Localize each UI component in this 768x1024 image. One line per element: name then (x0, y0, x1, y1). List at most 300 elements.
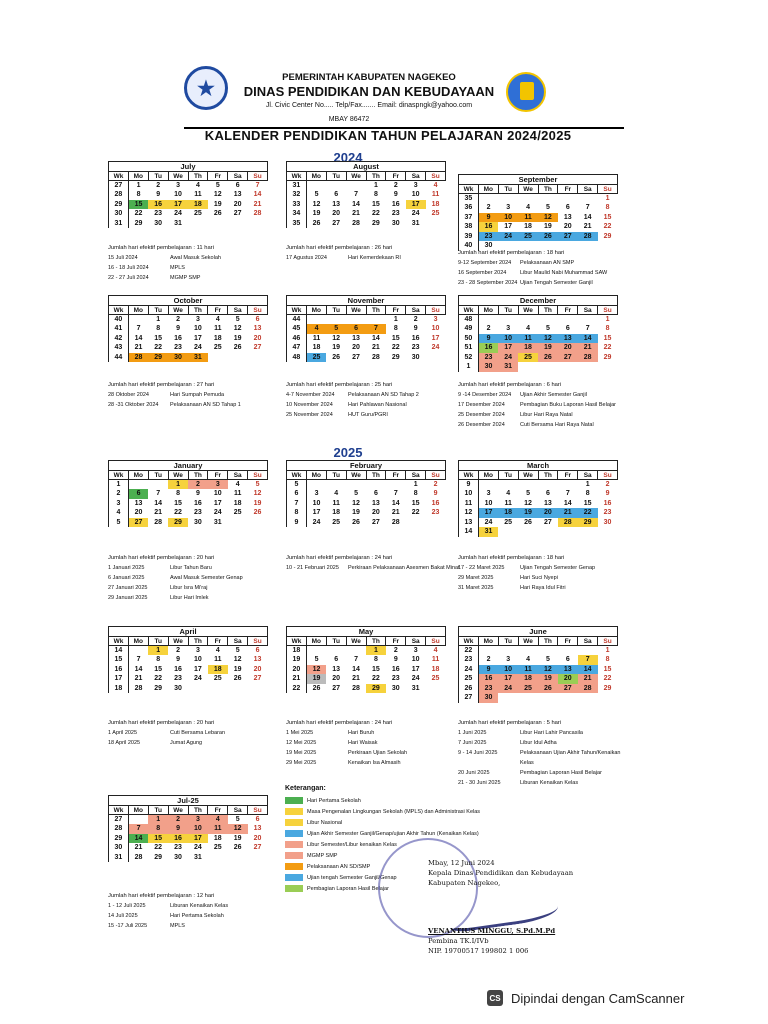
day-cell: 12 (253, 490, 262, 498)
weekday-header: Fr (208, 471, 228, 480)
event-row (458, 420, 633, 430)
week-number: 17 (109, 674, 129, 684)
day-cell: 1 (148, 646, 168, 656)
day-cell: 2 (605, 481, 610, 488)
day-cell: 14 (134, 334, 143, 342)
day-cell: 7 (565, 490, 570, 498)
weekday-header: We (346, 471, 366, 480)
weekday-header: Sa (406, 471, 426, 480)
day-cell: 17 (498, 674, 518, 684)
weekday-header: Wk (459, 637, 479, 646)
day-cell: 8 (393, 325, 398, 333)
week-number: 18 (287, 646, 307, 656)
day-cell: 19 (538, 674, 558, 684)
day-cell: 20 (332, 210, 341, 218)
day-cell (558, 315, 578, 325)
day-cell: 31 (213, 518, 222, 526)
weekday-header: Su (426, 172, 446, 181)
day-cell: 19 (306, 674, 326, 684)
weekday-header: Mo (128, 471, 148, 480)
day-cell: 15 (372, 200, 380, 208)
day-cell: 27 (372, 518, 380, 526)
day-cell: 8 (605, 656, 610, 664)
event-date: 1 Mei 2025 (286, 730, 314, 736)
day-cell: 21 (134, 844, 143, 852)
effective-days: Jumlah hari efektif pembelajaran : 26 hari (286, 245, 393, 251)
day-cell: 11 (214, 656, 222, 664)
day-cell: 18 (431, 200, 440, 208)
event-row (458, 738, 633, 748)
event-date: 22 - 27 Juli 2024 (108, 275, 149, 281)
week-number: 21 (287, 674, 307, 684)
day-cell: 24 (312, 518, 321, 526)
day-cell: 8 (373, 656, 378, 664)
day-cell: 19 (312, 210, 321, 218)
day-cell: 9 (605, 490, 610, 498)
day-cell: 15 (372, 665, 380, 673)
day-cell: 23 (194, 509, 202, 517)
weekday-header: Fr (386, 637, 406, 646)
day-cell: 15 (603, 665, 612, 673)
day-cell: 7 (136, 656, 141, 664)
header-city: MBAY 86472 (328, 116, 370, 123)
day-cell: 27 (253, 344, 262, 352)
legend-item (285, 806, 525, 817)
day-cell: 15 (583, 499, 592, 507)
day-cell: 26 (233, 844, 242, 852)
day-cell (578, 194, 598, 204)
day-cell: 5 (215, 182, 220, 189)
day-cell: 2 (176, 647, 181, 654)
event-row (286, 390, 461, 400)
day-cell: 10 (498, 665, 518, 675)
day-cell: 14 (134, 665, 143, 673)
weekday-header: Wk (109, 806, 129, 815)
day-cell: 20 (538, 508, 558, 518)
event-label: Hari Pertama Sekolah (170, 913, 224, 919)
day-cell: 1 (393, 316, 398, 323)
week-number: 13 (459, 518, 479, 528)
weekday-header: Th (538, 471, 558, 480)
day-cell: 10 (498, 213, 518, 223)
day-cell (208, 353, 228, 363)
month-notes (286, 718, 461, 768)
day-cell: 1 (605, 316, 610, 323)
day-cell: 24 (194, 344, 202, 352)
day-cell: 30 (478, 362, 498, 372)
week-number: 2 (109, 489, 129, 499)
day-cell: 29 (168, 518, 188, 528)
day-cell: 2 (486, 204, 491, 212)
month-name: May (286, 626, 446, 636)
weekday-header: Tu (498, 185, 518, 194)
day-cell: 14 (253, 191, 262, 199)
weekday-header: Su (598, 637, 618, 646)
day-cell: 9 (176, 325, 181, 333)
day-cell: 22 (174, 509, 182, 517)
day-cell (248, 853, 268, 863)
day-cell: 3 (208, 480, 228, 490)
day-cell: 30 (174, 684, 182, 692)
day-cell: 11 (504, 499, 512, 507)
day-cell: 28 (578, 353, 598, 363)
day-cell: 30 (194, 518, 202, 526)
event-date: 25 Desember 2024 (458, 412, 505, 418)
event-row (458, 258, 633, 268)
week-number: 5 (109, 518, 129, 528)
day-cell: 14 (578, 334, 598, 344)
day-cell: 27 (544, 518, 552, 526)
camscanner-watermark (487, 987, 684, 1009)
effective-days: Jumlah hari efektif pembelajaran : 18 hari (458, 250, 565, 256)
day-cell: 10 (411, 656, 420, 664)
day-cell: 28 (372, 353, 380, 361)
event-date: 17 Agustus 2024 (286, 255, 327, 261)
day-cell: 11 (194, 191, 202, 199)
day-cell: 10 (411, 191, 420, 199)
day-cell: 13 (372, 499, 380, 507)
day-cell: 11 (518, 213, 538, 223)
day-cell: 16 (174, 334, 182, 342)
day-cell: 31 (478, 527, 498, 537)
day-cell: 16 (168, 834, 188, 844)
weekday-header: Sa (228, 471, 248, 480)
day-cell: 21 (558, 508, 578, 518)
week-number: 7 (287, 499, 307, 509)
day-cell: 25 (431, 210, 440, 218)
weekday-header: Tu (326, 306, 346, 315)
day-cell: 21 (578, 674, 598, 684)
day-cell: 16 (431, 499, 440, 507)
weekday-header: We (518, 185, 538, 194)
weekday-header: Mo (306, 306, 326, 315)
event-label: Libur Tahun Baru (170, 565, 212, 571)
day-cell: 28 (154, 518, 163, 526)
day-cell: 21 (578, 343, 598, 353)
event-date: 1 Juni 2025 (458, 730, 487, 736)
day-cell (558, 362, 578, 372)
day-cell: 2 (188, 480, 208, 490)
month-notes (286, 243, 461, 263)
event-date: 16 - 18 Juli 2024 (108, 265, 149, 271)
weekday-header: Mo (128, 637, 148, 646)
day-cell: 20 (332, 675, 341, 683)
weekday-header: Wk (287, 172, 307, 181)
week-number: 34 (287, 209, 307, 219)
day-cell (538, 527, 558, 537)
legend-swatch (285, 885, 303, 892)
day-cell: 8 (156, 325, 161, 333)
legend-label: MGMP SMP (307, 852, 338, 859)
event-label: Perkiraan Pelaksanaan Asesmen Bakat Minat (348, 565, 460, 571)
day-cell (346, 315, 366, 325)
day-cell: 28 (578, 232, 598, 242)
weekday-header: We (168, 806, 188, 815)
legend-swatch (285, 863, 303, 870)
week-number: 49 (459, 324, 479, 334)
month-notes (458, 248, 633, 288)
day-cell: 16 (478, 674, 498, 684)
weekday-header: Su (426, 306, 446, 315)
event-date: 28 -31 Oktober 2024 (108, 402, 159, 408)
event-row (458, 390, 633, 400)
effective-days: Jumlah hari efektif pembelajaran : 27 hari (108, 382, 215, 388)
event-label: Ujian Tengah Semester Ganjil (520, 280, 593, 286)
day-cell: 15 (154, 334, 163, 342)
month-notes (108, 243, 283, 283)
day-cell: 21 (253, 200, 262, 208)
day-cell: 19 (538, 343, 558, 353)
event-label: Libur Isra Mi'raj (170, 585, 208, 591)
event-date: 7 Juni 2025 (458, 740, 487, 746)
week-number: 29 (109, 200, 129, 210)
day-cell: 11 (214, 325, 222, 333)
event-date: 15 -17 Juli 2025 (108, 923, 148, 929)
month-name: April (108, 626, 268, 636)
event-date: 29 Mei 2025 (286, 760, 317, 766)
day-cell: 12 (233, 656, 242, 664)
day-cell: 8 (373, 191, 378, 199)
day-cell: 27 (558, 232, 578, 242)
day-cell: 23 (174, 675, 182, 683)
day-cell: 22 (603, 344, 612, 352)
day-cell: 5 (545, 656, 550, 664)
weekday-header: Th (538, 637, 558, 646)
effective-days: Jumlah hari efektif pembelajaran : 24 hari (286, 720, 393, 726)
day-cell: 24 (411, 210, 420, 218)
day-cell: 21 (391, 509, 400, 517)
event-date: 31 Maret 2025 (458, 585, 494, 591)
month-name: June (458, 626, 618, 636)
event-label: Pembagian Laporan Hasil Belajar (520, 770, 602, 776)
day-cell: 30 (174, 853, 182, 861)
day-cell: 17 (213, 499, 222, 507)
day-cell: 5 (235, 816, 240, 823)
weekday-header: Tu (498, 306, 518, 315)
day-cell: 26 (538, 353, 558, 363)
day-cell: 16 (174, 665, 182, 673)
weekday-header: Th (538, 185, 558, 194)
day-cell: 12 (213, 191, 222, 199)
day-cell: 5 (255, 481, 260, 488)
weekday-header: Fr (558, 471, 578, 480)
day-cell: 11 (431, 191, 440, 199)
day-cell: 6 (565, 325, 570, 333)
day-cell: 13 (563, 213, 572, 221)
day-cell: 6 (334, 191, 339, 199)
weekday-header: Tu (148, 172, 168, 181)
month-table (286, 305, 446, 362)
month-table (458, 636, 618, 703)
day-cell: 5 (314, 191, 319, 199)
event-date: 27 Januari 2025 (108, 585, 148, 591)
day-cell: 4 (306, 324, 326, 334)
day-cell (366, 315, 386, 325)
month-notes (458, 553, 633, 593)
day-cell: 4 (526, 325, 531, 333)
weekday-header: Su (598, 185, 618, 194)
week-number: 52 (459, 353, 479, 363)
day-cell (228, 684, 248, 694)
day-cell: 7 (393, 490, 398, 498)
day-cell: 10 (213, 490, 222, 498)
day-cell: 11 (518, 665, 538, 675)
day-cell: 13 (544, 499, 552, 507)
day-cell (208, 219, 228, 229)
day-cell: 1 (136, 182, 141, 189)
month-calendar (108, 795, 268, 862)
week-number: 27 (109, 181, 129, 191)
weekday-header: Sa (228, 637, 248, 646)
day-cell (346, 480, 366, 490)
day-cell (346, 181, 366, 191)
month-table (286, 636, 446, 693)
day-cell: 31 (498, 362, 518, 372)
day-cell (208, 853, 228, 863)
day-cell: 12 (538, 213, 558, 223)
day-cell: 11 (312, 334, 321, 342)
day-cell: 24 (498, 232, 518, 242)
day-cell: 10 (188, 824, 208, 834)
day-cell: 12 (228, 824, 248, 834)
day-cell: 16 (194, 499, 202, 507)
weekday-header: Th (366, 306, 386, 315)
day-cell: 6 (255, 647, 260, 654)
day-cell: 14 (583, 213, 592, 221)
day-cell: 5 (235, 647, 240, 654)
week-number: 45 (287, 324, 307, 334)
week-number: 33 (287, 200, 307, 210)
day-cell: 21 (352, 210, 360, 218)
day-cell (498, 194, 518, 204)
day-cell: 29 (391, 353, 400, 361)
week-number: 12 (459, 508, 479, 518)
day-cell: 18 (332, 509, 341, 517)
day-cell: 8 (605, 204, 610, 212)
day-cell (128, 815, 148, 825)
day-cell (518, 527, 538, 537)
day-cell: 27 (332, 684, 341, 692)
day-cell (518, 646, 538, 656)
day-cell: 28 (352, 684, 360, 692)
effective-days: Jumlah hari efektif pembelajaran : 20 hari (108, 555, 215, 561)
week-number: 42 (109, 334, 129, 344)
day-cell: 20 (352, 344, 360, 352)
month-calendar (108, 161, 268, 228)
day-cell: 12 (332, 334, 341, 342)
month-notes (286, 380, 461, 420)
day-cell: 20 (558, 343, 578, 353)
event-label: Cuti Bersama Lebaran (170, 730, 226, 736)
event-label: Jumat Agung (170, 740, 203, 746)
day-cell: 26 (538, 684, 558, 694)
day-cell: 16 (478, 222, 498, 232)
month-name: October (108, 295, 268, 305)
day-cell: 6 (128, 489, 148, 499)
day-cell: 12 (233, 325, 242, 333)
week-number: 3 (109, 499, 129, 509)
day-cell: 3 (433, 316, 438, 323)
day-cell: 16 (478, 343, 498, 353)
day-cell: 13 (233, 191, 242, 199)
weekday-header: Wk (109, 637, 129, 646)
day-cell: 6 (334, 656, 339, 664)
event-label: Cuti Bersama Hari Raya Natal (520, 422, 594, 428)
day-cell: 26 (213, 210, 222, 218)
day-cell: 8 (176, 490, 181, 498)
day-cell: 30 (484, 242, 493, 250)
day-cell: 31 (411, 684, 420, 692)
day-cell: 8 (585, 490, 590, 498)
month-table (458, 305, 618, 372)
legend-swatch (285, 819, 303, 826)
day-cell: 30 (391, 684, 400, 692)
day-cell: 18 (188, 200, 208, 210)
event-date: 15 Juli 2024 (108, 255, 138, 261)
effective-days: Jumlah hari efektif pembelajaran : 18 hari (458, 555, 565, 561)
event-label: Pembagian Buku Laporan Hasil Belajar (520, 402, 617, 408)
day-cell: 24 (194, 675, 202, 683)
day-cell: 28 (134, 853, 143, 861)
signatory-rank: Pembina TK.I/IVb (428, 937, 489, 945)
weekday-header: We (168, 306, 188, 315)
week-number: 31 (109, 853, 129, 863)
event-date: 20 Juni 2025 (458, 770, 490, 776)
day-cell (578, 646, 598, 656)
weekday-header: Su (248, 471, 268, 480)
event-label: MPLS (170, 923, 185, 929)
day-cell: 13 (253, 825, 262, 833)
event-date: 1 April 2025 (108, 730, 138, 736)
header-line-2: DINAS PENDIDIKAN DAN KEBUDAYAAN (243, 84, 495, 99)
event-label: MPLS (170, 265, 185, 271)
week-number: 27 (459, 693, 479, 703)
day-cell: 26 (233, 344, 242, 352)
day-cell: 9 (195, 490, 200, 498)
day-cell: 4 (334, 490, 339, 498)
day-cell: 2 (156, 182, 161, 189)
day-cell: 13 (253, 325, 262, 333)
day-cell: 26 (312, 684, 321, 692)
month-calendar (108, 626, 268, 693)
week-number: 22 (287, 684, 307, 694)
day-cell: 5 (354, 490, 359, 498)
month-notes (108, 718, 283, 748)
event-date: 14 Juli 2025 (108, 913, 138, 919)
day-cell: 7 (585, 325, 590, 333)
legend-title: Keterangan: (285, 785, 326, 792)
day-cell: 16 (411, 334, 420, 342)
day-cell: 10 (498, 334, 518, 344)
week-number: 30 (109, 843, 129, 853)
weekday-header: Mo (306, 172, 326, 181)
weekday-header: Wk (459, 471, 479, 480)
day-cell: 22 (578, 508, 598, 518)
event-row (108, 583, 283, 593)
weekday-header: Th (188, 806, 208, 815)
day-cell (578, 527, 598, 537)
day-cell (518, 480, 538, 490)
weekday-header: Su (598, 306, 618, 315)
weekday-header: Wk (459, 185, 479, 194)
weekday-header: Tu (148, 806, 168, 815)
day-cell: 18 (518, 674, 538, 684)
month-notes (108, 553, 283, 603)
weekday-header: Tu (326, 637, 346, 646)
event-row (458, 400, 633, 410)
weekday-header: Sa (406, 306, 426, 315)
weekday-header: We (168, 172, 188, 181)
